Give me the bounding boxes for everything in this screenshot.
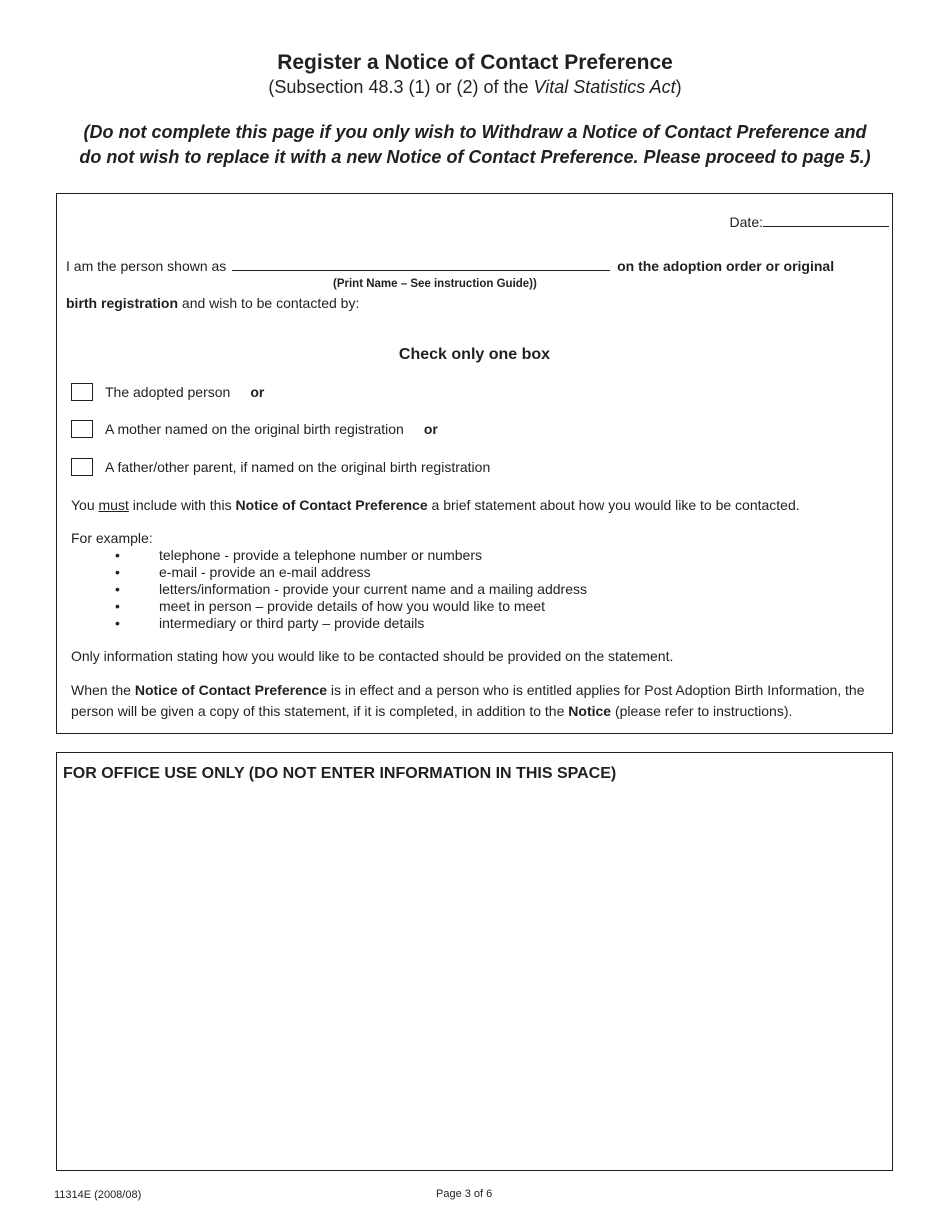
office-use-title: FOR OFFICE USE ONLY (DO NOT ENTER INFORMATION IN THIS SPACE) xyxy=(63,765,617,782)
only-info-statement: Only information stating how you would like to be contacted should be provided on the statement. xyxy=(71,648,674,664)
skip-page-notice xyxy=(40,120,910,170)
contact-examples-list xyxy=(115,547,815,632)
bullet-icon: • xyxy=(115,547,120,563)
must-word: must xyxy=(98,497,129,513)
bullet-icon: • xyxy=(115,598,120,614)
example-text: telephone - provide a telephone number or numbers xyxy=(159,547,482,563)
notice-line-2: do not wish to replace it with a new Notice of Contact Preference. Please proceed to page 5.) xyxy=(79,147,871,167)
when-in-effect-statement xyxy=(71,681,865,720)
bullet-icon: • xyxy=(115,564,120,580)
example-label: For example: xyxy=(71,530,153,546)
when-line2-prefix: person will be given a copy of this statement, if it is completed, in addition to the xyxy=(71,703,569,719)
notice-line-1: (Do not complete this page if you only wish to Withdraw a Notice of Contact Preference and xyxy=(83,122,867,142)
check-one-heading: Check only one box xyxy=(398,346,551,363)
when-notice-word: Notice xyxy=(568,703,612,719)
list-item xyxy=(115,615,815,632)
adopted-person-checkbox[interactable] xyxy=(71,383,93,401)
form-number: 11314E (2008/08) xyxy=(54,1189,142,1201)
date-input-line[interactable] xyxy=(763,214,889,227)
list-item xyxy=(115,581,815,598)
name-row xyxy=(66,258,834,275)
subtitle-suffix: ) xyxy=(675,77,682,97)
when-line-2 xyxy=(71,702,865,720)
example-text: intermediary or third party – provide details xyxy=(159,615,425,631)
option-mother xyxy=(105,421,438,438)
option-conjunction: or xyxy=(250,384,265,400)
example-text: letters/information - provide your current name and a mailing address xyxy=(159,581,587,597)
office-use-box xyxy=(56,752,893,1171)
print-name-input-line[interactable] xyxy=(232,258,610,271)
mother-checkbox[interactable] xyxy=(71,420,93,438)
must-middle: include with this xyxy=(128,497,236,513)
list-item xyxy=(115,598,815,615)
print-name-caption: (Print Name – See instruction Guide)) xyxy=(333,278,537,290)
date-label: Date: xyxy=(729,214,763,230)
name-suffix: on the adoption order or original xyxy=(617,258,835,274)
option-label: The adopted person xyxy=(105,384,231,400)
option-label: A mother named on the original birth registration xyxy=(105,421,404,437)
contact-intro xyxy=(66,295,359,312)
contact-preference-form xyxy=(56,193,893,734)
option-adopted-person xyxy=(105,384,264,401)
list-item xyxy=(115,547,815,564)
list-item xyxy=(115,564,815,581)
when-suffix: (please refer to instructions). xyxy=(611,703,793,719)
birth-registration-label: birth registration xyxy=(66,295,179,311)
option-father-other-parent xyxy=(105,459,490,476)
date-field[interactable] xyxy=(730,214,889,231)
when-notice-name: Notice of Contact Preference xyxy=(134,682,327,698)
page-title: Register a Notice of Contact Preference xyxy=(277,51,673,74)
must-prefix: You xyxy=(71,497,99,513)
father-other-parent-checkbox[interactable] xyxy=(71,458,93,476)
must-suffix: a brief statement about how you would like to be contacted. xyxy=(427,497,800,513)
subtitle-act-name: Vital Statistics Act xyxy=(533,77,676,97)
option-conjunction: or xyxy=(423,421,438,437)
page-number: Page 3 of 6 xyxy=(436,1188,493,1200)
must-notice-name: Notice of Contact Preference xyxy=(235,497,428,513)
when-line-1 xyxy=(71,681,865,699)
example-text: e-mail - provide an e-mail address xyxy=(159,564,371,580)
contact-intro-rest: and wish to be contacted by: xyxy=(178,295,360,311)
when-middle: is in effect and a person who is entitled applies for Post Adoption Birth Information, the xyxy=(327,682,865,698)
page-subtitle xyxy=(0,76,950,98)
subtitle-prefix: (Subsection 48.3 (1) or (2) of the xyxy=(268,77,534,97)
bullet-icon: • xyxy=(115,581,120,597)
option-label: A father/other parent, if named on the original birth registration xyxy=(105,459,491,475)
example-text: meet in person – provide details of how you would like to meet xyxy=(159,598,545,614)
when-prefix: When the xyxy=(71,682,135,698)
bullet-icon: • xyxy=(115,615,120,631)
name-prefix: I am the person shown as xyxy=(66,258,227,274)
must-include-statement xyxy=(71,497,800,514)
